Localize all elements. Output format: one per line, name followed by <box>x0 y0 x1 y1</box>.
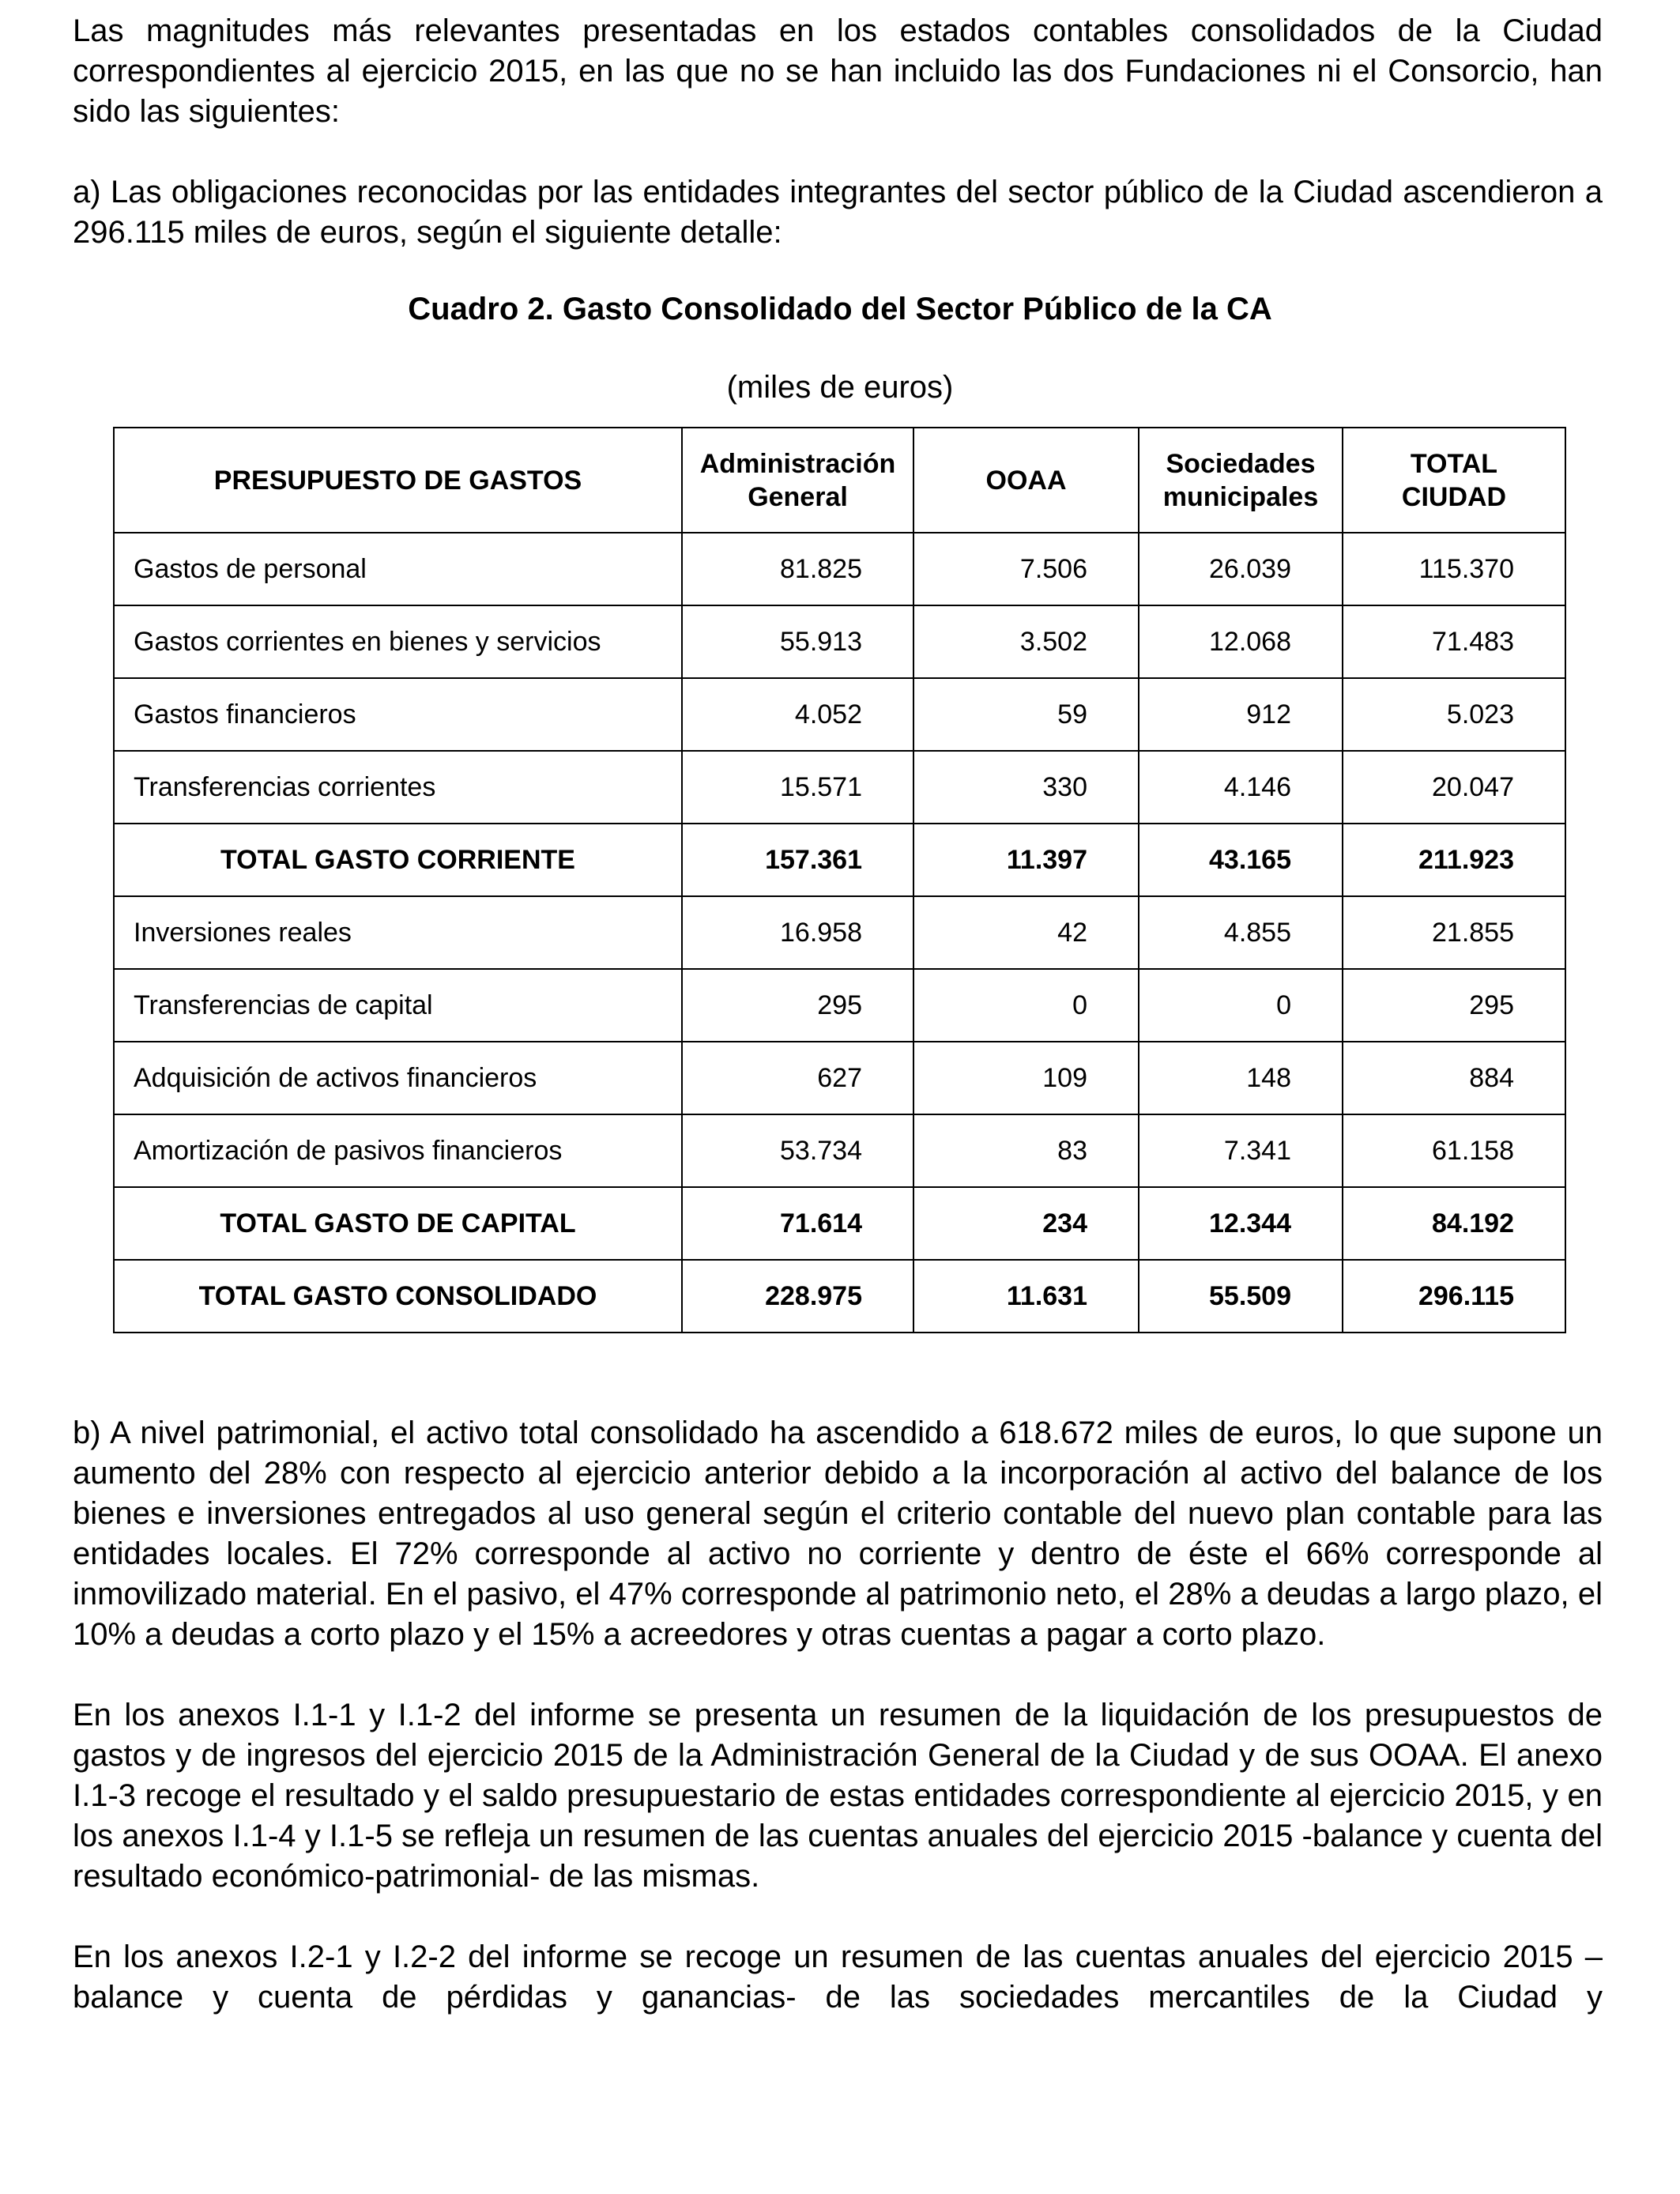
cell-ooaa: 83 <box>913 1114 1139 1187</box>
cell-soc: 43.165 <box>1139 824 1343 896</box>
cell-soc: 0 <box>1139 969 1343 1042</box>
row-label: Gastos corrientes en bienes y servicios <box>114 605 682 678</box>
cell-total: 115.370 <box>1343 533 1565 605</box>
header-soc-line1: Sociedades <box>1166 448 1316 479</box>
cell-admin: 53.734 <box>682 1114 913 1187</box>
cell-ooaa: 11.397 <box>913 824 1139 896</box>
expense-table <box>113 427 1566 1333</box>
header-admin <box>682 428 913 533</box>
obligations-paragraph: a) Las obligaciones reconocidas por las entidades integrantes del sector público de la Ciudad ascendieron a 296.115 miles de euros, según el siguiente detalle: <box>73 175 1603 250</box>
cell-soc: 55.509 <box>1139 1260 1343 1333</box>
header-concept: PRESUPUESTO DE GASTOS <box>114 428 682 533</box>
header-total <box>1343 428 1565 533</box>
row-label: TOTAL GASTO CORRIENTE <box>114 824 682 896</box>
table-header-row <box>114 428 1565 533</box>
anexos-paragraph-2: En los anexos I.2-1 y I.2-2 del informe se recoge un resumen de las cuentas anuales del ejercicio 2015 –balance y cuenta de pérdidas y ganancias- de las sociedades mercantiles de la Ciudad y <box>73 1940 1603 2015</box>
row-label: Gastos financieros <box>114 678 682 751</box>
table-total-row <box>114 824 1565 896</box>
table-subtitle: (miles de euros) <box>726 370 954 405</box>
cell-total: 211.923 <box>1343 824 1565 896</box>
cell-soc: 12.068 <box>1139 605 1343 678</box>
cell-total: 84.192 <box>1343 1187 1565 1260</box>
cell-admin: 295 <box>682 969 913 1042</box>
cell-admin: 627 <box>682 1042 913 1114</box>
cell-admin: 4.052 <box>682 678 913 751</box>
row-label: Transferencias corrientes <box>114 751 682 824</box>
cell-total: 5.023 <box>1343 678 1565 751</box>
header-admin-line1: Administración <box>699 448 896 479</box>
cell-ooaa: 234 <box>913 1187 1139 1260</box>
table-total-row <box>114 1187 1565 1260</box>
row-label: Amortización de pasivos financieros <box>114 1114 682 1187</box>
table-row <box>114 751 1565 824</box>
cell-total: 884 <box>1343 1042 1565 1114</box>
cell-total: 21.855 <box>1343 896 1565 969</box>
cell-total: 20.047 <box>1343 751 1565 824</box>
cell-admin: 16.958 <box>682 896 913 969</box>
cell-admin: 81.825 <box>682 533 913 605</box>
cell-total: 295 <box>1343 969 1565 1042</box>
cell-ooaa: 42 <box>913 896 1139 969</box>
cell-ooaa: 11.631 <box>913 1260 1139 1333</box>
table-grand-total-row <box>114 1260 1565 1333</box>
header-total-line2: CIUDAD <box>1401 481 1507 512</box>
row-label: Gastos de personal <box>114 533 682 605</box>
cell-soc: 4.146 <box>1139 751 1343 824</box>
row-label: Adquisición de activos financieros <box>114 1042 682 1114</box>
cell-ooaa: 330 <box>913 751 1139 824</box>
cell-total: 71.483 <box>1343 605 1565 678</box>
cell-soc: 912 <box>1139 678 1343 751</box>
table-row <box>114 1042 1565 1114</box>
table-row <box>114 678 1565 751</box>
body-section <box>73 1413 1603 2018</box>
cell-soc: 148 <box>1139 1042 1343 1114</box>
cell-soc: 7.341 <box>1139 1114 1343 1187</box>
table-row <box>114 605 1565 678</box>
intro-paragraph: Las magnitudes más relevantes presentadas en los estados contables consolidados de la Ciudad correspondientes al ejercicio 2015, en las que no se han incluido las dos Fundaciones ni el Consorcio, han sido las siguientes: <box>73 13 1603 129</box>
cell-soc: 12.344 <box>1139 1187 1343 1260</box>
cell-ooaa: 59 <box>913 678 1139 751</box>
cell-soc: 4.855 <box>1139 896 1343 969</box>
cell-admin: 157.361 <box>682 824 913 896</box>
cell-soc: 26.039 <box>1139 533 1343 605</box>
header-soc <box>1139 428 1343 533</box>
row-label: TOTAL GASTO DE CAPITAL <box>114 1187 682 1260</box>
cell-total: 61.158 <box>1343 1114 1565 1187</box>
table-row <box>114 896 1565 969</box>
cell-ooaa: 109 <box>913 1042 1139 1114</box>
header-ooaa: OOAA <box>913 428 1139 533</box>
row-label: TOTAL GASTO CONSOLIDADO <box>114 1260 682 1333</box>
cell-admin: 71.614 <box>682 1187 913 1260</box>
table-row <box>114 1114 1565 1187</box>
cell-ooaa: 0 <box>913 969 1139 1042</box>
cell-admin: 55.913 <box>682 605 913 678</box>
cell-total: 296.115 <box>1343 1260 1565 1333</box>
table-row <box>114 533 1565 605</box>
row-label: Transferencias de capital <box>114 969 682 1042</box>
header-total-line1: TOTAL <box>1410 448 1498 479</box>
row-label: Inversiones reales <box>114 896 682 969</box>
cell-ooaa: 7.506 <box>913 533 1139 605</box>
cell-ooaa: 3.502 <box>913 605 1139 678</box>
intro-section <box>73 11 1603 253</box>
table-row <box>114 969 1565 1042</box>
cell-admin: 15.571 <box>682 751 913 824</box>
table-title: Cuadro 2. Gasto Consolidado del Sector Público de la CA <box>408 292 1272 326</box>
header-admin-line2: General <box>748 481 848 512</box>
header-soc-line2: municipales <box>1162 481 1319 512</box>
anexos-paragraph-1: En los anexos I.1-1 y I.1-2 del informe se presenta un resumen de la liquidación de los presupuestos de gastos y de ingresos del ejercicio 2015 de la Administración General de la Ciudad y de sus OOAA. El anexo I.1-3 recoge el resultado y el saldo presupuestario de estas entidades correspondiente al ejercicio 2015, y en los anexos I.1-4 y I.1-5 se refleja un resumen de las cuentas anuales del ejercicio 2015 -balance y cuenta del resultado económico-patrimonial- de las mismas. <box>73 1698 1603 1894</box>
patrimonial-paragraph: b) A nivel patrimonial, el activo total consolidado ha ascendido a 618.672 miles de euros, lo que supone un aumento del 28% con respecto al ejercicio anterior debido a la incorporación al activo del balance de los bienes e inversiones entregados al uso general según el criterio contable del nuevo plan contable para las entidades locales. El 72% corresponde al activo no corriente y dentro de éste el 66% corresponde al inmovilizado material. En el pasivo, el 47% corresponde al patrimonio neto, el 28% a deudas a largo plazo, el 10% a deudas a corto plazo y el 15% a acreedores y otras cuentas a pagar a corto plazo. <box>73 1416 1603 1652</box>
cell-admin: 228.975 <box>682 1260 913 1333</box>
